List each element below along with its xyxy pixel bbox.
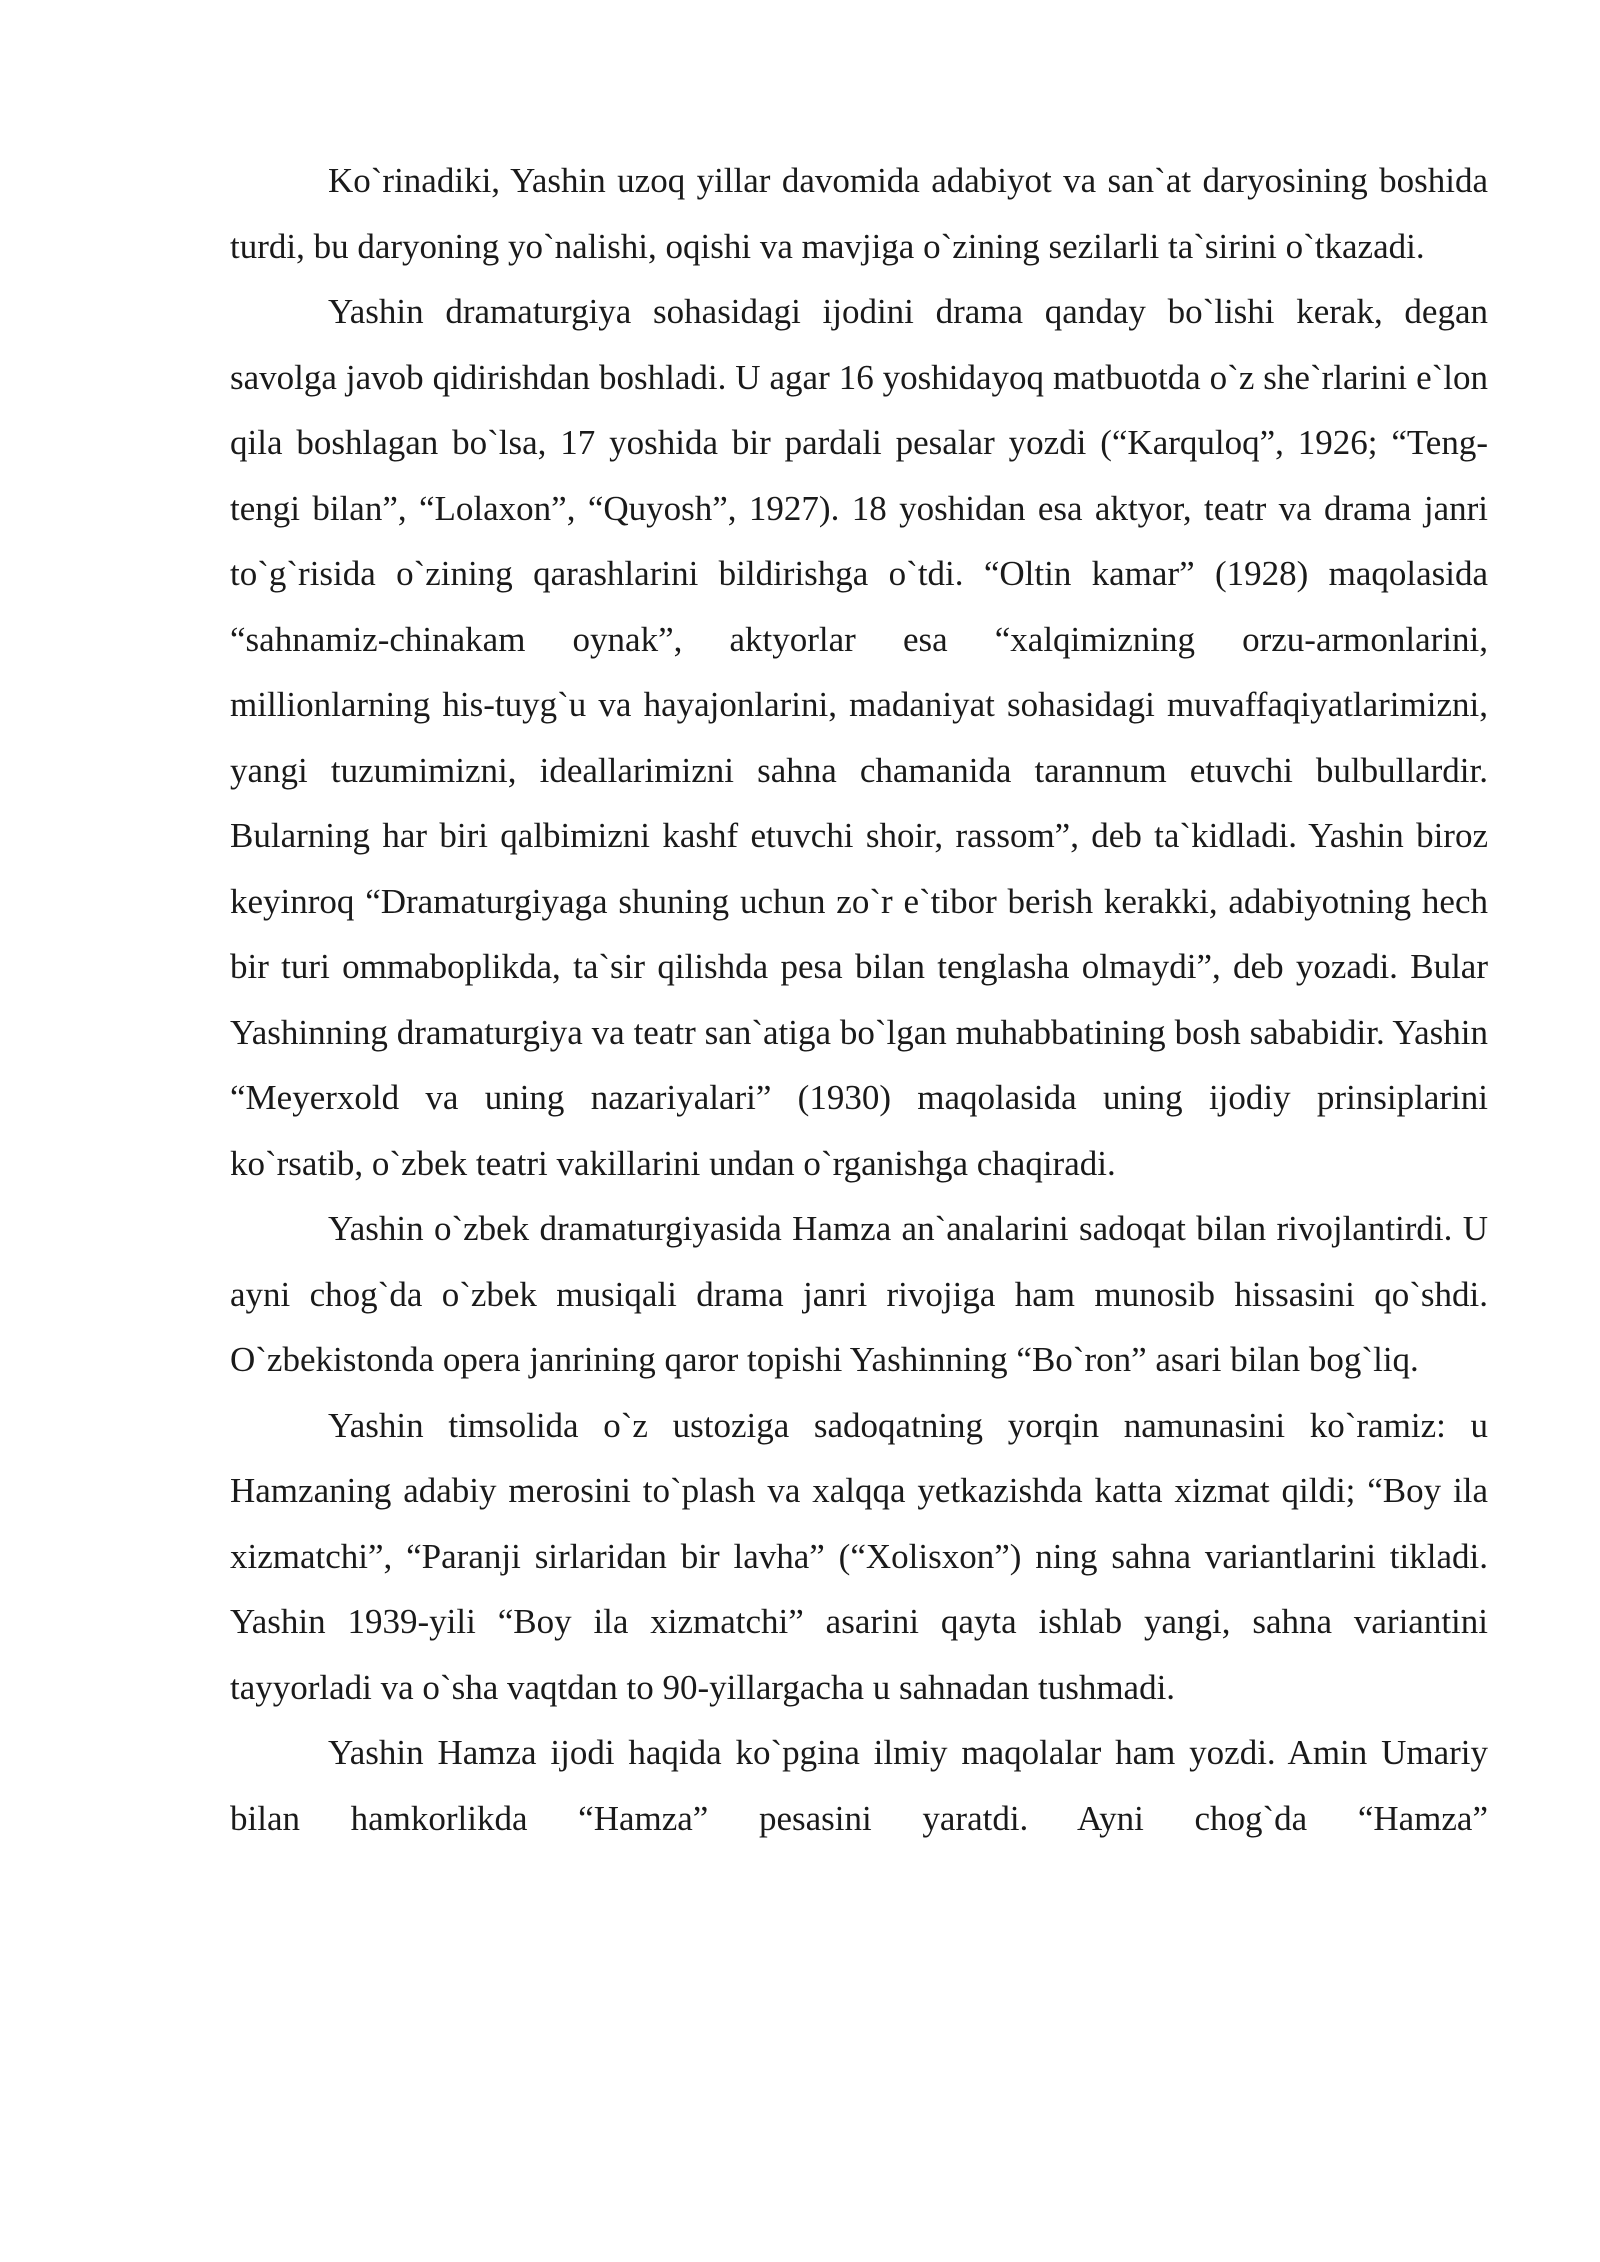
paragraph-3: Yashin o`zbek dramaturgiyasida Hamza an`analarini sadoqat bilan rivojlantirdi. U ayni chog`da o`zbek musiqali drama janri rivojiga ham munosib hissasini qo`shdi. O`zbekistonda opera janrining qaror topishi Yashinning “Bo`ron” asari bilan bog`liq. (230, 1209, 1488, 1379)
document-body (230, 148, 1488, 1851)
paragraph-5: Yashin Hamza ijodi haqida ko`pgina ilmiy maqolalar ham yozdi. Amin Umariy bilan hamkorlikda “Hamza” pesasini yaratdi. Ayni chog`da “Hamza” (230, 1733, 1488, 1838)
paragraph-2: Yashin dramaturgiya sohasidagi ijodini drama qanday bo`lishi kerak, degan savolga javob qidirishdan boshladi. U agar 16 yoshidayoq matbuotda o`z she`rlarini e`lon qila boshlagan bo`lsa, 17 yoshida bir pardali pesalar yozdi (“Karquloq”, 1926; “Teng-tengi bilan”, “Lolaxon”, “Quyosh”, 1927). 18 yoshidan esa aktyor, teatr va drama janri to`g`risida o`zining qarashlarini bildirishga o`tdi. “Oltin kamar” (1928) maqolasida “sahnamiz-chinakam oynak”, aktyorlar esa “xalqimizning orzu-armonlarini, millionlarning his-tuyg`u va hayajonlarini, madaniyat sohasidagi muvaffaqiyatlarimizni, yangi tuzumimizni, ideallarimizni sahna chamanida tarannum etuvchi bulbullardir. Bularning har biri qalbimizni kashf etuvchi shoir, rassom”, deb ta`kidladi. Yashin biroz keyinroq “Dramaturgiyaga shuning uchun zo`r e`tibor berish kerakki, adabiyotning hech bir turi ommaboplikda, ta`sir qilishda pesa bilan tenglasha olmaydi”, deb yozadi. Bular Yashinning dramaturgiya va teatr san`atiga bo`lgan muhabbatining bosh sababidir. Yashin “Meyerxold va uning nazariyalari” (1930) maqolasida uning ijodiy prinsiplarini ko`rsatib, o`zbek teatri vakillarini undan o`rganishga chaqiradi. (230, 292, 1488, 1183)
paragraph-1: Ko`rinadiki, Yashin uzoq yillar davomida adabiyot va san`at daryosining boshida turdi, bu daryoning yo`nalishi, oqishi va mavjiga o`zining sezilarli ta`sirini o`tkazadi. (230, 161, 1488, 266)
paragraph-4: Yashin timsolida o`z ustoziga sadoqatning yorqin namunasini ko`ramiz: u Hamzaning adabiy merosini to`plash va xalqqa yetkazishda katta xizmat qildi; “Boy ila xizmatchi”, “Paranji sirlaridan bir lavha” (“Xolisxon”) ning sahna variantlarini tikladi. Yashin 1939-yili “Boy ila xizmatchi” asarini qayta ishlab yangi, sahna variantini tayyorladi va o`sha vaqtdan to 90-yillargacha u sahnadan tushmadi. (230, 1405, 1488, 1707)
